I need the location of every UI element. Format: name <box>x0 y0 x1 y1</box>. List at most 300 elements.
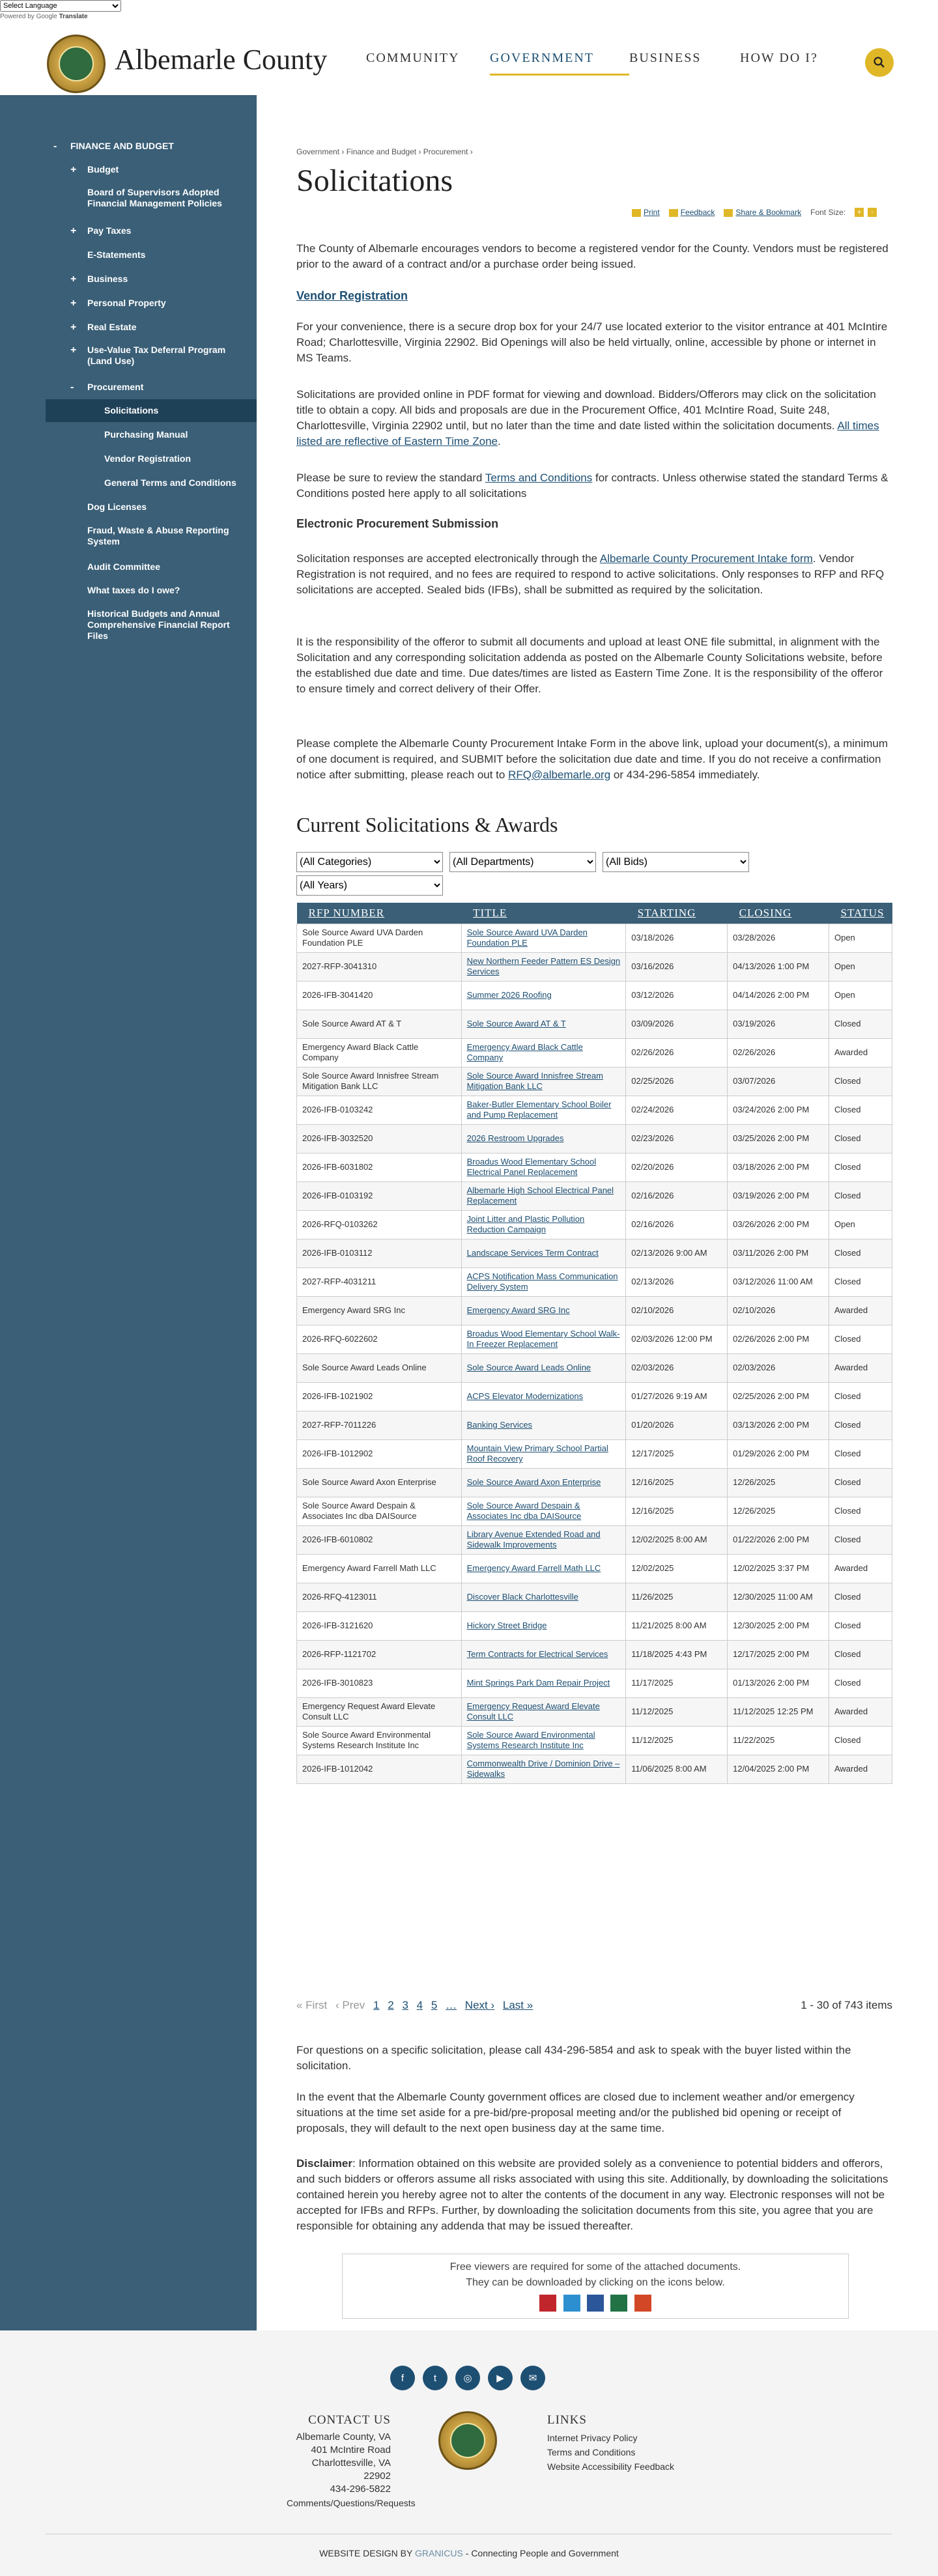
starting-cell: 02/24/2026 <box>626 1096 728 1124</box>
sidebar-item-business[interactable]: + Business <box>70 274 128 285</box>
table-row <box>297 1411 892 1439</box>
title-cell <box>461 1611 626 1640</box>
closing-cell: 03/11/2026 2:00 PM <box>728 1239 829 1267</box>
nav-business[interactable]: BUSINESS <box>629 51 702 65</box>
privacy-link[interactable]: Internet Privacy Policy <box>547 2433 638 2443</box>
col-title[interactable]: TITLE <box>461 903 626 924</box>
excel-icon[interactable] <box>610 2295 627 2312</box>
solicitation-title-link[interactable]: Emergency Award SRG Inc <box>466 1305 570 1315</box>
table-row <box>297 1669 892 1697</box>
status-cell: Closed <box>829 1611 892 1640</box>
rfp-number-cell: 2026-IFB-3032520 <box>297 1124 462 1153</box>
closing-cell: 02/25/2026 2:00 PM <box>728 1382 829 1411</box>
next-page-link[interactable]: Next › <box>464 1999 495 2011</box>
solicitation-title-link[interactable]: Summer 2026 Roofing <box>466 990 552 1000</box>
sidebar-item-solicitations[interactable]: Solicitations <box>104 405 159 416</box>
starting-cell: 02/20/2026 <box>626 1153 728 1182</box>
solicitation-title-link[interactable]: Broadus Wood Elementary School Walk-In Freezer Replacement <box>466 1329 620 1349</box>
status-cell: Open <box>829 952 892 981</box>
starting-cell: 02/25/2026 <box>626 1067 728 1096</box>
rfp-number-cell: Emergency Award Black Cattle Company <box>297 1038 462 1067</box>
instagram-icon[interactable]: ◎ <box>455 2366 480 2390</box>
sidebar-item-dog-licenses[interactable]: Dog Licenses <box>87 502 147 512</box>
title-cell <box>461 1497 626 1525</box>
status-cell: Closed <box>829 1153 892 1182</box>
intake-form-link[interactable]: Albemarle County Procurement Intake form <box>599 552 813 565</box>
sidebar-item-finance-and-budget[interactable]: - FINANCE AND BUDGET <box>53 141 174 152</box>
print-link[interactable]: Print <box>644 208 660 217</box>
title-cell <box>461 1210 626 1239</box>
table-row <box>297 1497 892 1525</box>
solicitation-title-link[interactable]: Sole Source Award Innisfree Stream Mitigation Bank LLC <box>466 1071 603 1091</box>
search-icon <box>873 56 886 69</box>
current-solicitations-heading: Current Solicitations & Awards <box>296 813 558 836</box>
rfp-number-cell: 2026-IFB-0103192 <box>297 1182 462 1210</box>
intro-paragraph: The County of Albemarle encourages vendors to become a registered vendor for the County. Vendors must be registered prior to the award of a contract and/or a purchase order being issued. <box>296 242 888 270</box>
solicitation-title-link[interactable]: Emergency Request Award Elevate Consult LLC <box>466 1701 600 1721</box>
starting-cell: 01/20/2026 <box>626 1411 728 1439</box>
terms-link[interactable]: Terms and Conditions <box>547 2447 636 2457</box>
rfp-number-cell: Sole Source Award Despain & Associates Inc dba DAISource <box>297 1497 462 1525</box>
share-link[interactable]: Share & Bookmark <box>735 208 802 217</box>
status-cell: Closed <box>829 1239 892 1267</box>
font-increase-button[interactable]: + <box>855 208 864 217</box>
status-cell: Awarded <box>829 1554 892 1583</box>
sidebar-item-financial-policies[interactable]: Board of Supervisors Adopted Financial Management Policies <box>87 187 222 208</box>
col-rfp-number[interactable]: RFP NUMBER <box>297 903 462 924</box>
starting-cell: 11/06/2025 8:00 AM <box>626 1755 728 1783</box>
site-footer <box>0 2330 938 2576</box>
links <box>547 2414 704 2474</box>
solicitation-title-link[interactable]: Baker-Butler Elementary School Boiler and Pump Replacement <box>466 1099 612 1120</box>
closing-cell: 02/26/2026 <box>728 1038 829 1067</box>
rfp-number-cell: 2026-IFB-1012042 <box>297 1755 462 1783</box>
rfp-number-cell: Emergency Award Farrell Math LLC <box>297 1554 462 1583</box>
col-status[interactable]: STATUS <box>829 903 892 924</box>
solicitation-title-link[interactable]: 2026 Restroom Upgrades <box>466 1133 564 1143</box>
sidebar-item-procurement[interactable]: - Procurement <box>70 382 144 393</box>
starting-cell: 03/18/2026 <box>626 924 728 952</box>
solicitation-title-link[interactable]: Sole Source Award AT & T <box>466 1019 566 1028</box>
rfp-number-cell: 2026-RFQ-0103262 <box>297 1210 462 1239</box>
rfp-number-cell: 2026-IFB-0103242 <box>297 1096 462 1124</box>
page-title: Solicitations <box>296 163 453 198</box>
rfp-number-cell: Sole Source Award UVA Darden Foundation PLE <box>297 924 462 952</box>
page-1-link[interactable]: 1 <box>373 1999 380 2011</box>
closing-cell: 12/04/2025 2:00 PM <box>728 1755 829 1783</box>
col-closing[interactable]: CLOSING <box>728 903 829 924</box>
pagination <box>296 1999 538 2012</box>
status-cell: Awarded <box>829 1353 892 1382</box>
epro-paragraph: Solicitation responses are accepted electronically through the Albemarle County Procurement Intake form. Vendor Registration is not required, and no fees are required to respond to active solicitations. Only responses to RFP and RFQ solicitations are accepted. Sealed bids (IFBs), shall be submitted as required by the solicitation. <box>296 552 885 596</box>
solicitation-title-link[interactable]: Mountain View Primary School Partial Roof Recovery <box>466 1443 608 1464</box>
rfp-number-cell: Emergency Award SRG Inc <box>297 1296 462 1325</box>
table-row <box>297 1697 892 1726</box>
accessibility-link[interactable]: Website Accessibility Feedback <box>547 2461 675 2472</box>
closing-cell: 12/30/2025 2:00 PM <box>728 1611 829 1640</box>
feedback-link[interactable]: Feedback <box>680 208 715 217</box>
sidebar-item-pay-taxes[interactable]: + Pay Taxes <box>70 225 132 236</box>
starting-cell: 11/18/2025 4:43 PM <box>626 1640 728 1669</box>
rfp-number-cell: 2026-RFQ-6022602 <box>297 1325 462 1353</box>
bids-filter[interactable] <box>603 852 749 872</box>
rfp-number-cell: 2026-IFB-1012902 <box>297 1439 462 1468</box>
starting-cell: 02/23/2026 <box>626 1124 728 1153</box>
closing-cell: 03/12/2026 11:00 AM <box>728 1267 829 1296</box>
status-cell: Closed <box>829 1382 892 1411</box>
share-icon <box>724 209 733 217</box>
rfp-number-cell: Sole Source Award AT & T <box>297 1010 462 1038</box>
table-row <box>297 1096 892 1124</box>
share-tool[interactable] <box>724 208 801 217</box>
page-tools <box>632 208 877 217</box>
closing-cell: 03/24/2026 2:00 PM <box>728 1096 829 1124</box>
solicitation-title-link[interactable]: Discover Black Charlottesville <box>466 1592 578 1602</box>
status-cell: Open <box>829 924 892 952</box>
title-cell <box>461 1325 626 1353</box>
closing-cell: 12/02/2025 3:37 PM <box>728 1554 829 1583</box>
closing-cell: 03/07/2026 <box>728 1067 829 1096</box>
starting-cell: 02/13/2026 <box>626 1267 728 1296</box>
table-row <box>297 1755 892 1783</box>
facebook-icon[interactable]: f <box>390 2366 415 2390</box>
title-cell <box>461 1239 626 1267</box>
closing-cell: 02/10/2026 <box>728 1296 829 1325</box>
starting-cell: 12/02/2025 <box>626 1554 728 1583</box>
solicitation-title-link[interactable]: Sole Source Award Despain & Associates Inc dba DAISource <box>466 1501 582 1521</box>
rfp-number-cell: 2026-IFB-0103112 <box>297 1239 462 1267</box>
contact-line: 401 McIntire Road <box>311 2444 391 2456</box>
rfp-number-cell: Sole Source Award Environmental Systems Research Institute Inc <box>297 1726 462 1755</box>
media-icon[interactable] <box>563 2295 580 2312</box>
status-cell: Closed <box>829 1067 892 1096</box>
title-cell <box>461 924 626 952</box>
closing-cell: 03/19/2026 2:00 PM <box>728 1182 829 1210</box>
responsibility-paragraph: It is the responsibility of the offeror to submit all documents and upload at least ONE file submittal, in alignment with the Solicitation and any corresponding solicitation addenda as posted on the Albemarle County Solicitations website, before the established due date and time. Due dates/times are listed as Eastern Time Zone. It is the responsibility of the offeror to ensure timely and correct delivery of their Offer. <box>296 636 883 695</box>
breadcrumb[interactable]: Government › Finance and Budget › Procurement › <box>296 147 473 156</box>
sidebar-item-e-statements[interactable]: E-Statements <box>87 249 146 260</box>
table-row <box>297 981 892 1010</box>
table-row <box>297 1325 892 1353</box>
contact-line: Charlottesville, VA 22902 <box>311 2457 391 2482</box>
contact-line: Albemarle County, VA <box>296 2431 391 2442</box>
status-cell: Closed <box>829 1497 892 1525</box>
youtube-icon[interactable]: ▶ <box>488 2366 513 2390</box>
department-filter[interactable] <box>449 852 596 872</box>
table-row <box>297 1239 892 1267</box>
table-row <box>297 1640 892 1669</box>
pdf-icon[interactable] <box>539 2295 556 2312</box>
disclaimer-paragraph: Disclaimer: Information obtained on this website are provided solely as a convenience to potential bidders and offerors, and such bidders or offerors assume all risks associated with using this site. Additionally, by downloading the solicitations contained herein you hereby agree not to alter the contents of the document in any way. Electronic responses will not be accepted for IFBs and RFPs. Further, by downloading the solicitation documents from this site, you agree that you are responsible for obtaining any addenda that may be issued thereafter. <box>296 2157 888 2232</box>
closing-cell: 12/26/2025 <box>728 1468 829 1497</box>
starting-cell: 02/13/2026 9:00 AM <box>626 1239 728 1267</box>
starting-cell: 12/16/2025 <box>626 1468 728 1497</box>
main-nav <box>366 51 844 76</box>
search-button[interactable] <box>865 48 894 77</box>
title-cell <box>461 1411 626 1439</box>
feedback-icon <box>669 209 678 217</box>
viewers-line-2: They can be downloaded by clicking on the icons below. <box>466 2277 725 2288</box>
solicitation-title-link[interactable]: Sole Source Award Leads Online <box>466 1363 591 1372</box>
solicitation-title-link[interactable]: Emergency Award Farrell Math LLC <box>466 1563 601 1573</box>
status-cell: Closed <box>829 1525 892 1554</box>
font-size-label: Font Size: <box>810 208 846 217</box>
page-3-link[interactable]: 3 <box>402 1999 408 2011</box>
solicitation-title-link[interactable]: ACPS Elevator Modernizations <box>466 1391 584 1401</box>
title-cell <box>461 1182 626 1210</box>
table-row <box>297 1525 892 1554</box>
starting-cell: 02/26/2026 <box>626 1038 728 1067</box>
solicitation-title-link[interactable]: Sole Source Award UVA Darden Foundation PLE <box>466 927 588 948</box>
county-seal-logo[interactable] <box>47 35 106 93</box>
starting-cell: 11/12/2025 <box>626 1726 728 1755</box>
title-cell <box>461 1669 626 1697</box>
site-name[interactable]: Albemarle County <box>115 44 328 76</box>
sidebar-item-land-use[interactable]: + Use-Value Tax Deferral Program (Land Use) <box>70 345 226 366</box>
sidebar-item-real-estate[interactable]: + Real Estate <box>70 322 137 333</box>
starting-cell: 11/17/2025 <box>626 1669 728 1697</box>
powerpoint-icon[interactable] <box>634 2295 651 2312</box>
status-cell: Closed <box>829 1583 892 1611</box>
status-cell: Closed <box>829 1640 892 1669</box>
starting-cell: 03/09/2026 <box>626 1010 728 1038</box>
title-cell <box>461 1554 626 1583</box>
contact-us <box>287 2413 416 2510</box>
closing-cell: 02/03/2026 <box>728 1353 829 1382</box>
closing-cell: 04/14/2026 2:00 PM <box>728 981 829 1010</box>
item-count: 1 - 30 of 743 items <box>801 1999 892 2011</box>
vendor-registration-link[interactable]: Vendor Registration <box>296 289 408 302</box>
page-2-link[interactable]: 2 <box>388 1999 394 2011</box>
table-row <box>297 1382 892 1411</box>
table-row <box>297 1038 892 1067</box>
page-5-link[interactable]: 5 <box>431 1999 438 2011</box>
closing-cell: 12/26/2025 <box>728 1497 829 1525</box>
free-viewers-box <box>342 2254 849 2319</box>
rfp-number-cell: 2026-IFB-3121620 <box>297 1611 462 1640</box>
closing-cell: 11/12/2025 12:25 PM <box>728 1697 829 1726</box>
table-row <box>297 1153 892 1182</box>
rfp-number-cell: 2026-RFQ-4123011 <box>297 1583 462 1611</box>
table-row <box>297 1583 892 1611</box>
title-cell <box>461 1010 626 1038</box>
table-row <box>297 1210 892 1239</box>
status-cell: Open <box>829 981 892 1010</box>
title-cell <box>461 1124 626 1153</box>
solicitation-title-link[interactable]: Library Avenue Extended Road and Sidewalk Improvements <box>466 1529 601 1550</box>
solicitations-table <box>296 903 892 1784</box>
table-row <box>297 1726 892 1755</box>
starting-cell: 11/26/2025 <box>626 1583 728 1611</box>
granicus-link[interactable]: GRANICUS <box>414 2548 463 2558</box>
solicitation-title-link[interactable]: ACPS Notification Mass Communication Delivery System <box>466 1271 618 1292</box>
status-cell: Closed <box>829 1468 892 1497</box>
title-cell <box>461 1096 626 1124</box>
solicitation-title-link[interactable]: Albemarle High School Electrical Panel Replacement <box>466 1185 614 1206</box>
title-cell <box>461 1640 626 1669</box>
epro-heading: Electronic Procurement Submission <box>296 517 499 530</box>
year-filter[interactable] <box>296 875 443 896</box>
sidebar-item-audit-committee[interactable]: Audit Committee <box>87 561 160 572</box>
first-page: « First <box>296 1999 328 2011</box>
sidebar-item-general-terms[interactable]: General Terms and Conditions <box>104 477 236 488</box>
terms-conditions-link[interactable]: Terms and Conditions <box>485 472 593 484</box>
status-cell: Closed <box>829 1124 892 1153</box>
status-cell: Closed <box>829 1010 892 1038</box>
title-cell <box>461 1468 626 1497</box>
solicitation-title-link[interactable]: Landscape Services Term Contract <box>466 1248 599 1258</box>
rfp-number-cell: 2026-IFB-1021902 <box>297 1382 462 1411</box>
closing-cell: 01/29/2026 2:00 PM <box>728 1439 829 1468</box>
title-cell <box>461 1697 626 1726</box>
solicitation-title-link[interactable]: Sole Source Award Environmental Systems Research Institute Inc <box>466 1730 595 1750</box>
solicitation-title-link[interactable]: Broadus Wood Elementary School Electrical Panel Replacement <box>466 1157 597 1177</box>
closing-cell: 03/26/2026 2:00 PM <box>728 1210 829 1239</box>
sidebar-item-purchasing-manual[interactable]: Purchasing Manual <box>104 429 188 440</box>
status-cell: Awarded <box>829 1038 892 1067</box>
starting-cell: 02/03/2026 <box>626 1353 728 1382</box>
table-row <box>297 1353 892 1382</box>
sidebar-nav <box>0 95 257 2330</box>
title-cell <box>461 1439 626 1468</box>
starting-cell: 02/10/2026 <box>626 1296 728 1325</box>
page-4-link[interactable]: 4 <box>416 1999 423 2011</box>
starting-cell: 03/16/2026 <box>626 952 728 981</box>
sidebar-item-fraud-reporting[interactable]: Fraud, Waste & Abuse Reporting System <box>87 525 229 546</box>
starting-cell: 12/17/2025 <box>626 1439 728 1468</box>
table-row <box>297 1010 892 1038</box>
eastern-time-link[interactable]: All times listed are reflective of Eastern Time Zone <box>296 419 879 447</box>
print-tool[interactable] <box>632 208 660 217</box>
closing-cell: 03/25/2026 2:00 PM <box>728 1124 829 1153</box>
viewers-line-1: Free viewers are required for some of the attached documents. <box>449 2261 741 2272</box>
title-cell <box>461 1038 626 1067</box>
starting-cell: 03/12/2026 <box>626 981 728 1010</box>
status-cell: Open <box>829 1210 892 1239</box>
contact-title: CONTACT US <box>308 2413 391 2427</box>
drop-box-paragraph: For your convenience, there is a secure drop box for your 24/7 use located exterior to the visitor entrance at 401 McIntire Road; Charlottesville, Virginia 22902. Bid Openings will also be held virtually, online, accessible by phone or internet in MS Teams. <box>296 320 888 364</box>
design-credit: WEBSITE DESIGN BY GRANICUS - Connecting People and Government <box>319 2548 619 2558</box>
table-row <box>297 1267 892 1296</box>
status-cell: Awarded <box>829 1697 892 1726</box>
table-row <box>297 1182 892 1210</box>
table-row <box>297 1611 892 1640</box>
solicitation-title-link[interactable]: Term Contracts for Electrical Services <box>466 1649 608 1659</box>
solicitation-title-link[interactable]: Hickory Street Bridge <box>466 1621 547 1630</box>
sidebar-item-personal-property[interactable]: + Personal Property <box>70 298 166 309</box>
feedback-tool[interactable] <box>669 208 715 217</box>
rfp-number-cell: Emergency Request Award Elevate Consult LLC <box>297 1697 462 1726</box>
starting-cell: 11/12/2025 <box>626 1697 728 1726</box>
starting-cell: 02/16/2026 <box>626 1182 728 1210</box>
page-body <box>0 95 938 2330</box>
solicitation-title-link[interactable]: Sole Source Award Axon Enterprise <box>466 1477 601 1487</box>
title-cell <box>461 1382 626 1411</box>
closing-cell: 12/30/2025 11:00 AM <box>728 1583 829 1611</box>
rfp-number-cell: Sole Source Award Innisfree Stream Mitigation Bank LLC <box>297 1067 462 1096</box>
starting-cell: 11/21/2025 8:00 AM <box>626 1611 728 1640</box>
terms-paragraph: Please be sure to review the standard Terms and Conditions for contracts. Unless otherwise stated the standard Terms & Conditions posted here apply to all solicitations <box>296 472 888 500</box>
sidebar-item-budget[interactable]: + Budget <box>70 164 119 175</box>
comments-link[interactable]: Comments/Questions/Requests <box>287 2498 416 2508</box>
closing-cell: 01/22/2026 2:00 PM <box>728 1525 829 1554</box>
site-header <box>0 0 938 95</box>
closing-cell: 02/26/2026 2:00 PM <box>728 1325 829 1353</box>
table-row <box>297 1468 892 1497</box>
rfq-email-link[interactable]: RFQ@albemarle.org <box>508 769 611 781</box>
table-row <box>297 1554 892 1583</box>
status-cell: Closed <box>829 1669 892 1697</box>
col-starting[interactable]: STARTING <box>626 903 728 924</box>
title-cell <box>461 981 626 1010</box>
rfp-number-cell: Sole Source Award Leads Online <box>297 1353 462 1382</box>
status-cell: Closed <box>829 1267 892 1296</box>
sidebar-item-historical-budgets[interactable]: Historical Budgets and Annual Comprehensive Financial Report Files <box>87 608 230 641</box>
rfp-number-cell: 2026-IFB-6031802 <box>297 1153 462 1182</box>
more-pages-link[interactable]: … <box>446 1999 457 2011</box>
prev-page: ‹ Prev <box>335 1999 365 2011</box>
closing-cell: 11/22/2025 <box>728 1726 829 1755</box>
rfp-number-cell: Sole Source Award Axon Enterprise <box>297 1468 462 1497</box>
solicitation-title-link[interactable]: Joint Litter and Plastic Pollution Reduction Campaign <box>466 1214 585 1234</box>
nav-how-do-i[interactable]: HOW DO I? <box>740 51 818 65</box>
sidebar-item-vendor-registration[interactable]: Vendor Registration <box>104 453 192 464</box>
rfp-number-cell: 2027-RFP-4031211 <box>297 1267 462 1296</box>
pdf-paragraph: Solicitations are provided online in PDF format for viewing and download. Bidders/Offerors may click on the solicitation title to obtain a copy. All bids and proposals are due in the Procurement Office, 401 McIntire Road, Suite 248, Charlottesville, Virginia 22902 until, but no later than the time and date listed within the solicitation documents. All times listed are reflective of Eastern Time Zone. <box>296 388 879 447</box>
solicitation-title-link[interactable]: Mint Springs Park Dam Repair Project <box>466 1678 610 1688</box>
title-cell <box>461 1726 626 1755</box>
title-cell <box>461 1153 626 1182</box>
status-cell: Awarded <box>829 1296 892 1325</box>
title-cell <box>461 1353 626 1382</box>
word-icon[interactable] <box>587 2295 604 2312</box>
title-cell <box>461 1296 626 1325</box>
starting-cell: 12/02/2025 8:00 AM <box>626 1525 728 1554</box>
rfp-number-cell: 2027-RFP-7011226 <box>297 1411 462 1439</box>
nav-government[interactable]: GOVERNMENT <box>490 51 629 76</box>
closing-cell: 03/28/2026 <box>728 924 829 952</box>
closing-cell: 03/18/2026 2:00 PM <box>728 1153 829 1182</box>
rfp-number-cell: 2026-IFB-3041420 <box>297 981 462 1010</box>
category-filter[interactable] <box>296 852 443 872</box>
footer-seal-logo <box>438 2411 497 2470</box>
font-decrease-button[interactable]: - <box>868 208 877 217</box>
solicitation-title-link[interactable]: Emergency Award Black Cattle Company <box>466 1042 583 1062</box>
status-cell: Awarded <box>829 1755 892 1783</box>
starting-cell: 02/16/2026 <box>626 1210 728 1239</box>
twitter-icon[interactable]: t <box>423 2366 448 2390</box>
table-row <box>297 1124 892 1153</box>
starting-cell: 02/03/2026 12:00 PM <box>626 1325 728 1353</box>
status-cell: Closed <box>829 1726 892 1755</box>
closing-cell: 04/13/2026 1:00 PM <box>728 952 829 981</box>
email-icon[interactable]: ✉ <box>520 2366 545 2390</box>
status-cell: Closed <box>829 1439 892 1468</box>
sidebar-item-what-taxes[interactable]: What taxes do I owe? <box>87 585 180 595</box>
closure-paragraph: In the event that the Albemarle County government offices are closed due to inclement weather and/or emergency situations at the time set aside for a pre-bid/pre-proposal meeting and/or the published bid opening or receipt of proposals, they will default to the next open business day at the same time. <box>296 2091 855 2134</box>
rfp-number-cell: 2026-IFB-6010802 <box>297 1525 462 1554</box>
solicitation-title-link[interactable]: Banking Services <box>466 1420 533 1430</box>
solicitation-title-link[interactable]: Commonwealth Drive / Dominion Drive – Sidewalks <box>466 1759 620 1779</box>
contact-line: 434-296-5822 <box>330 2484 391 2495</box>
solicitation-title-link[interactable]: New Northern Feeder Pattern ES Design Services <box>466 956 621 976</box>
last-page-link[interactable]: Last » <box>502 1999 533 2011</box>
powered-by-google: Powered by Google Translate <box>0 13 88 20</box>
nav-community[interactable]: COMMUNITY <box>366 51 460 65</box>
table-row <box>297 1296 892 1325</box>
title-cell <box>461 1755 626 1783</box>
closing-cell: 12/17/2025 2:00 PM <box>728 1640 829 1669</box>
